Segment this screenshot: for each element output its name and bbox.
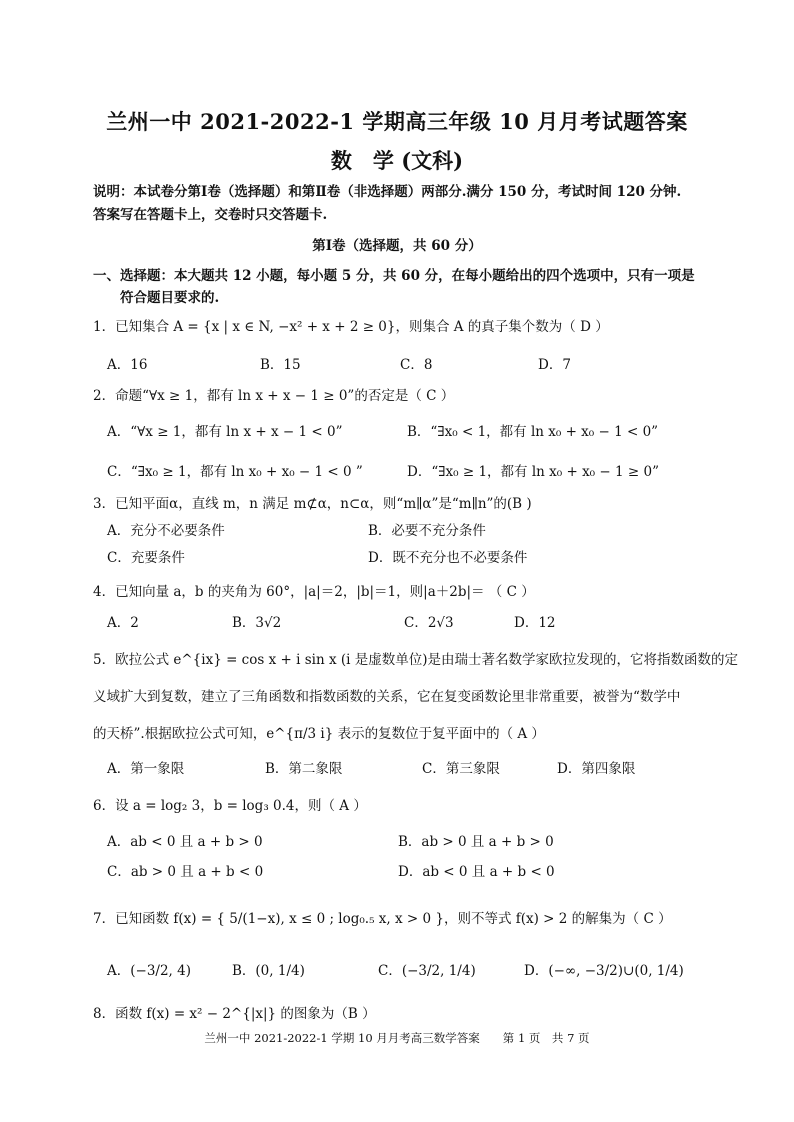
instructions-line-2: 答案写在答题卡上，交卷时只交答题卡. xyxy=(93,207,328,223)
question-5-option-a: A．第一象限 xyxy=(107,761,185,777)
question-3-option-b: B．必要不充分条件 xyxy=(368,523,486,539)
question-2-option-b: B．“∃x₀ < 1，都有 ln x₀ + x₀ − 1 < 0” xyxy=(407,424,659,440)
question-5-stem-line-3: 的天桥”.根据欧拉公式可知，e^{π/3 i} 表示的复数位于复平面中的（ A ） xyxy=(93,726,545,742)
instructions-line-1: 说明：本试卷分第Ⅰ卷（选择题）和第Ⅱ卷（非选择题）两部分.满分 150 分，考试时间 120 分钟. xyxy=(93,184,682,200)
question-2-stem: 2．命题“∀x ≥ 1，都有 ln x + x − 1 ≥ 0”的否定是（ C ） xyxy=(93,388,455,404)
question-5-stem-line-1: 5．欧拉公式 e^{ix} = cos x + i sin x (i 是虚数单位)是由瑞士著名数学家欧拉发现的，它将指数函数的定 xyxy=(93,652,738,668)
page-subtitle: 数 学 (文科) xyxy=(330,148,464,173)
part1-title: 第Ⅰ卷（选择题，共 60 分） xyxy=(312,238,482,254)
section1-line-1: 一、选择题：本大题共 12 小题，每小题 5 分，共 60 分，在每小题给出的四个选项中，只有一项是 xyxy=(93,268,695,284)
page-footer: 兰州一中 2021-2022-1 学期 10 月月考高三数学答案 第 1 页 共 7 页 xyxy=(204,1031,590,1045)
question-1-option-b: B．15 xyxy=(260,357,301,373)
question-4-option-c: C．2√3 xyxy=(404,615,454,631)
question-5-option-c: C．第三象限 xyxy=(422,761,500,777)
question-4-option-b: B．3√2 xyxy=(232,615,282,631)
question-1-option-d: D．7 xyxy=(538,357,571,373)
question-3-option-a: A．充分不必要条件 xyxy=(107,523,225,539)
question-3-stem: 3．已知平面α，直线 m，n 满足 m⊄α，n⊂α，则“m∥α”是“m∥n”的(B ) xyxy=(93,496,532,512)
question-2-option-c: C．“∃x₀ ≥ 1，都有 ln x₀ + x₀ − 1 < 0 ” xyxy=(107,464,363,480)
question-5-option-b: B．第二象限 xyxy=(265,761,343,777)
question-7-option-b: B．(0, 1/4) xyxy=(232,963,305,979)
question-7-option-d: D．(−∞, −3/2)∪(0, 1/4) xyxy=(524,963,684,979)
question-4-option-d: D．12 xyxy=(514,615,556,631)
question-1-stem: 1．已知集合 A = {x | x ∈ N, −x² + x + 2 ≥ 0}，则集合 A 的真子集个数为（ D ） xyxy=(93,319,609,335)
question-3-option-d: D．既不充分也不必要条件 xyxy=(368,550,528,566)
question-5-option-d: D．第四象限 xyxy=(557,761,636,777)
question-6-option-c: C．ab > 0 且 a + b < 0 xyxy=(107,864,264,880)
question-6-option-a: A．ab < 0 且 a + b > 0 xyxy=(107,834,263,850)
question-8-stem: 8．函数 f(x) = x² − 2^{|x|} 的图象为（B ） xyxy=(93,1006,376,1022)
question-2-option-a: A．“∀x ≥ 1，都有 ln x + x − 1 < 0” xyxy=(107,424,343,440)
question-6-option-d: D．ab < 0 且 a + b < 0 xyxy=(398,864,555,880)
question-2-option-d: D．“∃x₀ ≥ 1，都有 ln x₀ + x₀ − 1 ≥ 0” xyxy=(407,464,659,480)
page-title: 兰州一中 2021-2022-1 学期高三年级 10 月月考试题答案 xyxy=(106,109,688,134)
question-6-stem: 6．设 a = log₂ 3，b = log₃ 0.4，则（ A ） xyxy=(93,798,367,814)
question-3-option-c: C．充要条件 xyxy=(107,550,185,566)
question-7-stem: 7．已知函数 f(x) = { 5/(1−x), x ≤ 0 ; log₀.₅ x, x > 0 }，则不等式 f(x) > 2 的解集为（ C ） xyxy=(93,911,672,927)
question-5-stem-line-2: 义域扩大到复数，建立了三角函数和指数函数的关系，它在复变函数论里非常重要，被誉为“数学中 xyxy=(93,689,681,705)
question-4-stem: 4．已知向量 a，b 的夹角为 60°，|a|＝2，|b|＝1，则|a＋2b|＝ （ C ） xyxy=(93,584,535,600)
question-7-option-c: C．(−3/2, 1/4) xyxy=(378,963,476,979)
question-4-option-a: A．2 xyxy=(107,615,139,631)
section1-line-2: 符合题目要求的. xyxy=(120,290,220,306)
question-6-option-b: B．ab > 0 且 a + b > 0 xyxy=(398,834,554,850)
question-1-option-a: A．16 xyxy=(107,357,148,373)
question-7-option-a: A．(−3/2, 4) xyxy=(107,963,191,979)
question-1-option-c: C．8 xyxy=(400,357,433,373)
